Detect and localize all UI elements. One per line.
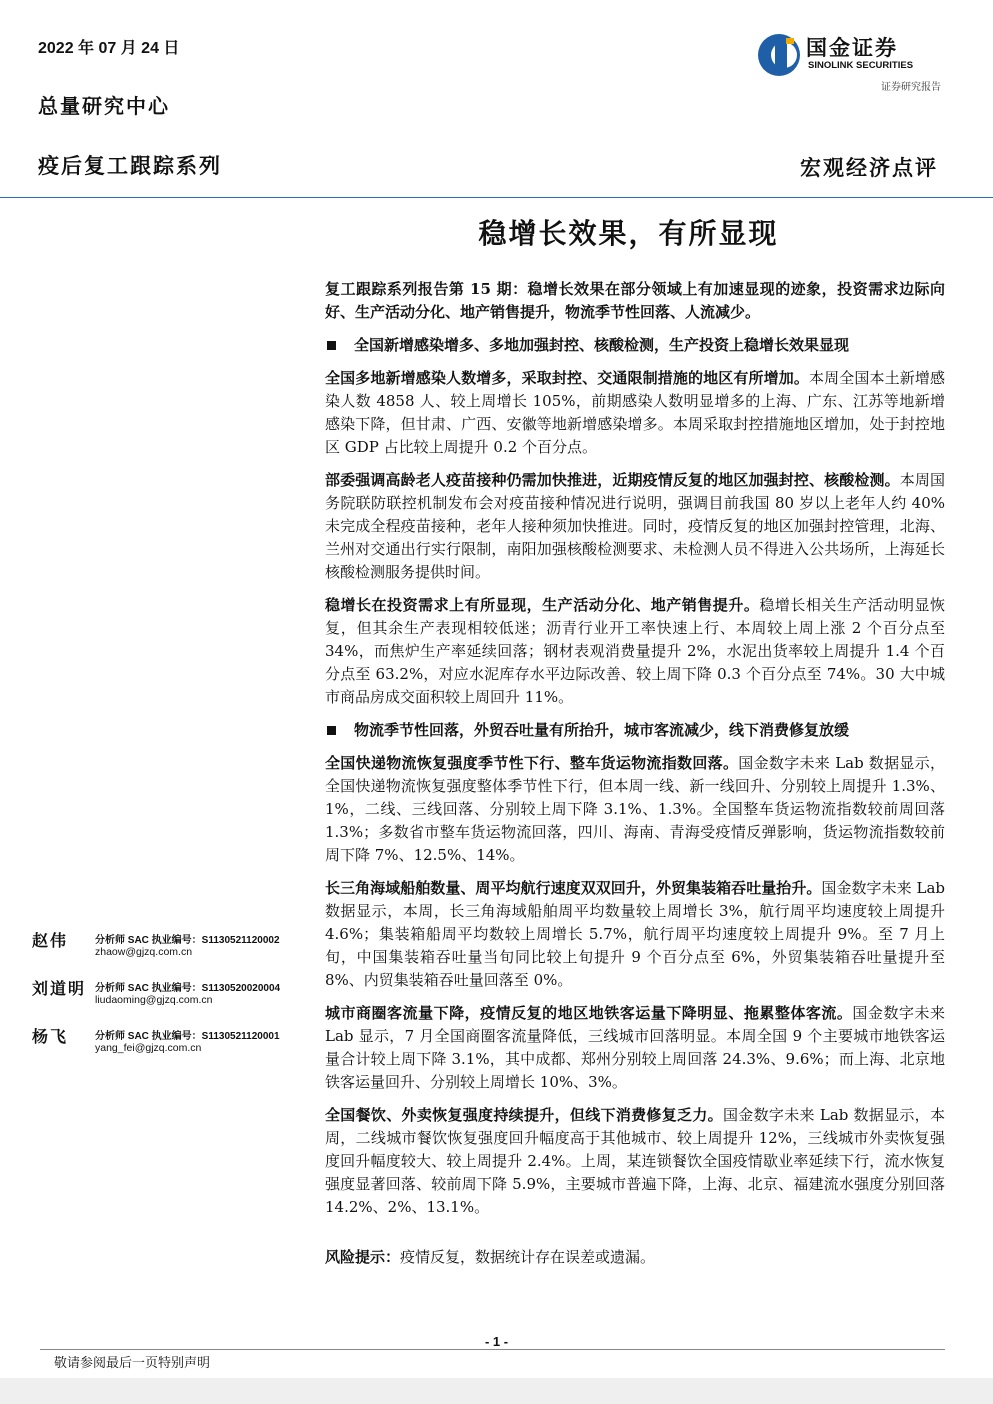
summary: 复工跟踪系列报告第 15 期：稳增长效果在部分领域上有加速显现的迹象，投资需求边际向好、生产活动分化、地产销售提升，物流季节性回落、人流减少。 [325,280,945,321]
analyst-cert: 分析师 SAC 执业编号：S1130520020004 [95,983,281,994]
company-logo [756,30,946,78]
analyst-card [32,1024,312,1064]
paragraph: 全国餐饮、外卖恢复强度持续提升，但线下消费修复乏力。国金数字未来 Lab 数据显示，本周，二线城市餐饮恢复强度回升幅度高于其他城市、较上周提升 12%，三线城市外卖恢复强度回升幅度较大、较上周提升 2.4%。上周，某连锁餐饮全国疫情歇业率延续下行，流水恢复强度显著回落、较前周下降 5.9%，主要城市普遍下降，上海、北京、福建流水强度分别回落 14.2%、2%、13.1%。 [325,1106,945,1216]
analyst-card [32,976,312,1016]
logo-text-cn: 国金证券 [806,36,898,60]
risk-notice [325,1246,655,1267]
report-title: 稳增长效果，有所显现 [478,217,779,250]
footer-note: 敬请参阅最后一页特别声明 [54,1356,211,1371]
logo-mark-icon [756,32,802,78]
report-type-label: 证券研究报告 [881,82,941,93]
logo-text-en: SINOLINK SECURITIES [808,60,914,71]
paragraph: 稳增长在投资需求上有所显现，生产活动分化、地产销售提升。稳增长相关生产活动明显恢复，但其余生产表现相较低迷；沥青行业开工率快速上行、本周较上周上涨 2 个百分点至 34%，而焦炉生产率延续回落；钢材表观消费量提升 2%，水泥出货率较上周提升 1.4 个百分点至 63.2%，对应水泥库存水平边际改善、较上周下降 0.3 个百分点至 74%。30 大中城市商品房成交面积较上周回升 11%。 [325,596,945,706]
report-category: 宏观经济点评 [800,155,938,180]
risk-label: 风险提示： [325,1248,401,1266]
analyst-email[interactable]: zhaow@gjzq.com.cn [95,946,193,958]
bullet-square-icon [327,726,336,735]
analyst-email[interactable]: yang_fei@gjzq.com.cn [95,1042,202,1054]
analyst-email[interactable]: liudaoming@gjzq.com.cn [95,994,213,1006]
research-center: 总量研究中心 [38,94,170,118]
analyst-cert: 分析师 SAC 执业编号：S1130521120001 [95,1031,280,1042]
paragraph: 全国快递物流恢复强度季节性下行、整车货运物流指数回落。国金数字未来 Lab 数据显示，全国快递物流恢复强度整体季节性下行，但本周一线、新一线回升、分别较上周提升 1.3%、1%，二线、三线回落、分别较上周下降 3.1%、1.3%。全国整车货运物流指数较前周回落 1.3%；多数省市整车货运物流回落，四川、海南、青海受疫情反弹影响，货运物流指数较前周下降 7%、12.5%、14%。 [325,754,945,864]
analyst-card [32,928,312,968]
analyst-cert: 分析师 SAC 执业编号：S1130521120002 [95,935,280,946]
bullet-square-icon [327,341,336,350]
footer-divider [40,1349,945,1350]
report-body [325,278,945,1229]
analyst-name: 赵伟 [32,931,69,950]
risk-text: 疫情反复，数据统计存在误差或遗漏。 [400,1248,656,1266]
paragraph: 部委强调高龄老人疫苗接种仍需加快推进，近期疫情反复的地区加强封控、核酸检测。本周国务院联防联控机制发布会对疫苗接种情况进行说明，强调目前我国 80 岁以上老年人约 40%未完成全程疫苗接种，老年人接种须加快推进。同时，疫情反复的地区加强封控管理，北海、兰州对交通出行实行限制，南阳加强核酸检测要求、未检测人员不得进入公共场所，上海延长核酸检测服务提供时间。 [325,471,945,581]
report-series: 疫后复工跟踪系列 [38,153,222,178]
section-heading: 物流季节性回落，外贸吞吐量有所抬升，城市客流减少，线下消费修复放缓 [325,719,945,742]
analyst-name: 杨飞 [32,1027,69,1046]
footer-band [0,1378,993,1404]
header-divider [0,197,993,198]
paragraph: 城市商圈客流量下降，疫情反复的地区地铁客运量下降明显、拖累整体客流。国金数字未来 Lab 显示，7 月全国商圈客流量降低，三线城市回落明显。本周全国 9 个主要城市地铁客运量合计较上周下降 3.1%，其中成都、郑州分别较上周回落 24.3%、9.6%；而上海、北京地铁客运量回升、分别较上周增长 10%、3%。 [325,1004,945,1091]
section-heading: 全国新增感染增多、多地加强封控、核酸检测，生产投资上稳增长效果显现 [325,334,945,357]
paragraph: 全国多地新增感染人数增多，采取封控、交通限制措施的地区有所增加。本周全国本土新增感染人数 4858 人、较上周增长 105%，前期感染人数明显增多的上海、广东、江苏等地新增感染下降，但甘肃、广西、安徽等地新增感染增多。本周采取封控措施地区增加，处于封控地区 GDP 占比较上周提升 0.2 个百分点。 [325,369,945,456]
page-number: - 1 - [484,1334,509,1349]
report-date: 2022 年 07 月 24 日 [38,40,180,57]
analyst-name: 刘道明 [32,979,87,998]
paragraph: 长三角海域船舶数量、周平均航行速度双双回升，外贸集装箱吞吐量抬升。国金数字未来 Lab 数据显示，本周，长三角海域船舶周平均数量较上周增长 3%，航行周平均速度较上周提升 4.6%；集装箱船周平均数较上周增长 5.7%，航行周平均速度较上周提升 9%。至 7 月上旬，中国集装箱吞吐量当旬同比较上旬提升 9 个百分点至 6%，外贸集装箱吞吐量提升至 8%、内贸集装箱吞吐量回落至 0%。 [325,879,945,989]
